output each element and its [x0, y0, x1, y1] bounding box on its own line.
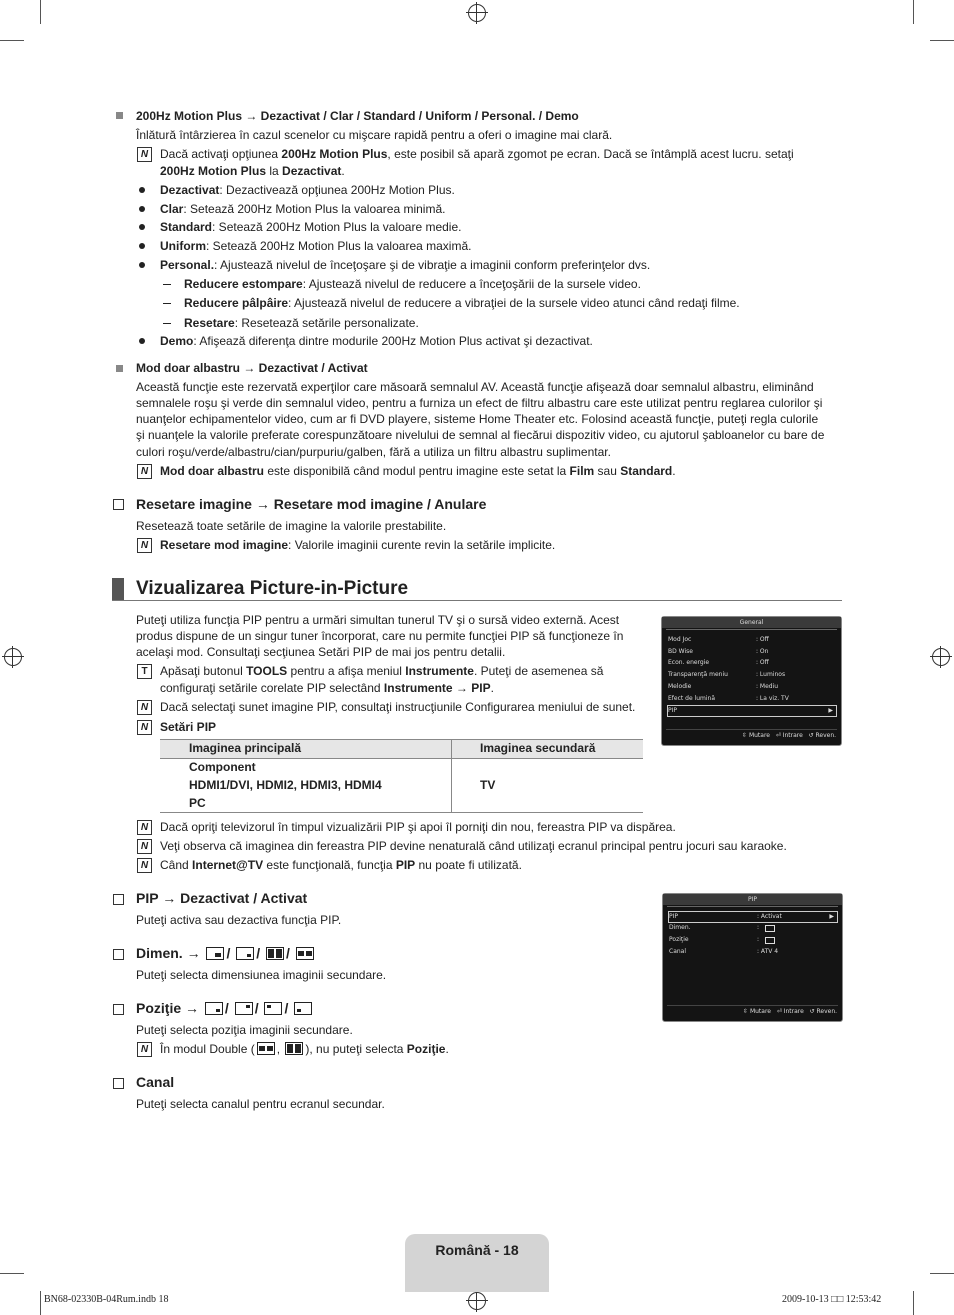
motion-item: Standard: Setează 200Hz Motion Plus la valoare medie. — [160, 220, 462, 234]
size-small-icon — [206, 947, 224, 960]
double-split-icon — [257, 1042, 275, 1055]
osd-footer: ⇳ Mutare ⏎ Intrare ↺ Reven. — [742, 732, 837, 739]
table-cell-main: PC — [189, 796, 206, 810]
dimen-desc: Puteţi selecta dimensiunea imaginii secundare. — [136, 968, 387, 982]
motion-item: Uniform: Setează 200Hz Motion Plus la valoarea maximă. — [160, 239, 472, 253]
pip-note: Dacă opriţi televizorul în timpul vizualizării PIP şi apoi îl porniţi din nou, fereastra PIP va dispărea. — [160, 820, 676, 834]
registration-mark-icon — [4, 648, 22, 666]
osd-arrow-right-icon: ▶ — [829, 913, 834, 920]
section-divider — [112, 600, 842, 601]
osd-row[interactable]: Econ. energie : Off — [668, 659, 769, 666]
double-split-alt-icon — [296, 947, 314, 960]
crop-mark — [913, 1291, 914, 1315]
table-cell-main: HDMI1/DVI, HDMI2, HDMI3, HDMI4 — [189, 778, 382, 792]
pip-intro: produs dispune de un singur tuner încorporat, care nu permite funcţiei PIP să funcţioneze în — [136, 629, 624, 643]
pip-tools-note: Apăsaţi butonul TOOLS pentru a afişa meniul Instrumente. Puteţi de asemenea să — [160, 664, 604, 678]
bluemode-note: Mod doar albastru este disponibilă când modul pentru imagine este setat la Film sau Standard. — [160, 464, 676, 478]
size-large-icon — [236, 947, 254, 960]
footer-timestamp: 2009-10-13 □□ 12:53:42 — [782, 1294, 882, 1305]
table-header-main: Imaginea principală — [189, 741, 302, 755]
dimen-heading: Dimen. → / / / — [136, 945, 316, 961]
pip-onoff-desc: Puteţi activa sau dezactiva funcţia PIP. — [136, 913, 342, 927]
osd-row[interactable]: BD Wise : On — [668, 648, 769, 655]
osd-row[interactable]: Melodie : Mediu — [668, 683, 779, 690]
pip-intro: acelaşi mod. Consultaţi secţiunea Setări PIP de mai jos pentru detalii. — [136, 645, 506, 659]
registration-mark-icon — [932, 648, 950, 666]
crop-mark — [40, 0, 41, 24]
pip-onoff-heading: PIP → Dezactivat / Activat — [136, 890, 308, 906]
checkbox-bullet-icon — [113, 499, 124, 510]
dash-icon — [163, 323, 171, 324]
reset-note: Resetare mod imagine: Valorile imaginii curente revin la setările implicite. — [160, 538, 556, 552]
osd-footer: ⇳ Mutare ⏎ Intrare ↺ Reven. — [743, 1008, 838, 1015]
pip-tools-note-cont: configuraţi setările corelate PIP selectând Instrumente → PIP. — [160, 681, 494, 695]
position-bottom-left-icon — [294, 1002, 312, 1015]
checkbox-bullet-icon — [113, 1004, 124, 1015]
pip-settings-label: Setări PIP — [160, 720, 217, 734]
position-top-left-icon — [264, 1002, 282, 1015]
pozitie-desc: Puteţi selecta poziţia imaginii secundare. — [136, 1023, 353, 1037]
motion-desc: Înlătură întârzierea în cazul scenelor cu mişcare rapidă pentru a oferi o imagine mai clară. — [136, 128, 613, 142]
note-icon: N — [137, 464, 152, 479]
return-icon: ↺ — [809, 1008, 815, 1015]
bullet-dot-icon — [139, 243, 145, 249]
motion-subitem: Resetare: Resetează setările personalizate. — [184, 316, 419, 330]
section-title: Vizualizarea Picture-in-Picture — [136, 578, 409, 599]
osd-divider — [666, 729, 837, 730]
bluemode-text: semnalele roşu şi verde din semnalul video, pentru a furniza un efect de filtru albastru care este utilizat pentru reglarea culorilor şi — [136, 396, 823, 410]
osd-divider — [666, 629, 837, 630]
note-icon: N — [137, 1042, 152, 1057]
bluemode-text: nuanţelor echipamentelor video, cum ar fi DVD playere, sisteme Home Theater etc. Folosind această funcţie, puteţi regla culorile — [136, 412, 819, 426]
osd-row[interactable]: Transparenţă meniu : Luminos — [668, 671, 786, 678]
motion-heading: 200Hz Motion Plus → Dezactivat / Clar / Standard / Uniform / Personal. / Demo — [136, 109, 579, 123]
motion-subitem: Reducere estompare: Ajustează nivelul de reducere a înceţoşării de la sursele video. — [184, 277, 641, 291]
tools-icon: T — [137, 664, 152, 679]
bullet-dot-icon — [139, 338, 145, 344]
motion-demo: Demo: Afişează diferenţa dintre modurile 200Hz Motion Plus activat şi dezactivat. — [160, 334, 593, 348]
bluemode-text: şi nuanţele la valorile preferate corespunzătoare nivelului de semnal al fiecărui dispozitiv video, cu ajutorul şabloanelor cu bare de — [136, 428, 825, 442]
reset-heading: Resetare imagine → Resetare mod imagine / Anulare — [136, 496, 487, 512]
bullet-square-icon — [116, 365, 123, 372]
position-bottom-right-icon — [205, 1002, 223, 1015]
checkbox-bullet-icon — [113, 949, 124, 960]
page-label: Română - 18 — [435, 1242, 519, 1258]
crop-mark — [0, 1273, 24, 1274]
osd-pip-menu — [662, 893, 843, 1022]
pip-intro: Puteţi utiliza funcţia PIP pentru a urmări simultan tunerul TV şi o sursă video externă. Acest — [136, 613, 620, 627]
note-icon: N — [137, 147, 152, 162]
crop-mark — [913, 0, 914, 24]
move-icon: ⇳ — [742, 732, 748, 739]
registration-mark-icon — [468, 4, 486, 22]
enter-icon: ⏎ — [775, 732, 781, 739]
double-split-icon — [266, 947, 284, 960]
osd-divider — [667, 906, 838, 907]
motion-subitem: Reducere pâlpâire: Ajustează nivelul de reducere a vibraţiei de la sursele video atunci când redaţi filme. — [184, 296, 740, 310]
note-icon: N — [137, 820, 152, 835]
pip-internet-note: Când Internet@TV este funcţională, funcţia PIP nu poate fi utilizată. — [160, 858, 522, 872]
bluemode-text: Această funcţie este rezervată experţilor care măsoară semnalul AV. Această funcţie afişează doar semnalul albastru, eliminând — [136, 380, 814, 394]
osd-row[interactable]: Poziţie : — [669, 935, 837, 945]
dash-icon — [163, 303, 171, 304]
table-column-divider — [451, 739, 452, 813]
bullet-dot-icon — [139, 187, 145, 193]
dash-icon — [163, 284, 171, 285]
pozitie-note: În modul Double ( , ), nu puteţi selecta Poziţie. — [160, 1042, 449, 1056]
osd-title: General — [662, 617, 841, 628]
motion-note: Dacă activaţi opţiunea 200Hz Motion Plus, este posibil să apară zgomot pe ecran. Dacă se întâmplă acest lucru. setaţi — [160, 147, 794, 161]
note-icon: N — [137, 720, 152, 735]
crop-mark — [0, 40, 24, 41]
section-title-bar — [112, 578, 124, 600]
pozitie-heading: Poziţie → / / / — [136, 1000, 314, 1016]
crop-mark — [930, 1273, 954, 1274]
note-icon: N — [137, 700, 152, 715]
registration-mark-icon — [468, 1292, 486, 1310]
bluemode-heading: Mod doar albastru → Dezactivat / Activat — [136, 361, 368, 375]
osd-row[interactable]: Canal : ATV 4 — [669, 948, 779, 955]
return-icon: ↺ — [808, 732, 814, 739]
osd-general-menu — [661, 616, 842, 746]
page-number-tab — [405, 1234, 549, 1292]
footer-file-info: BN68-02330B-04Rum.indb 18 — [44, 1294, 169, 1305]
crop-mark — [40, 1291, 41, 1315]
reset-desc: Resetează toate setările de imagine la valorile prestabilite. — [136, 519, 447, 533]
canal-heading: Canal — [136, 1074, 175, 1090]
checkbox-bullet-icon — [113, 1078, 124, 1089]
bluemode-text: culori roşu/verde/albastru/cian/purpuriu/galben, fără a utiliza un filtru albastru suplimentar. — [136, 445, 611, 459]
motion-item: Clar: Setează 200Hz Motion Plus la valoarea minimă. — [160, 202, 446, 216]
enter-icon: ⏎ — [776, 1008, 782, 1015]
double-split-alt-icon — [285, 1042, 303, 1055]
pip-settings-table — [160, 739, 643, 813]
table-cell-main: Component — [189, 760, 256, 774]
osd-row[interactable]: Dimen. : — [669, 923, 837, 933]
crop-mark — [930, 40, 954, 41]
table-header-sub: Imaginea secundară — [480, 741, 596, 755]
motion-item: Dezactivat: Dezactivează opţiunea 200Hz Motion Plus. — [160, 183, 455, 197]
osd-row-selected[interactable]: PIP ▶ — [667, 705, 837, 717]
table-bottom-border — [160, 812, 643, 813]
canal-desc: Puteţi selecta canalul pentru ecranul secundar. — [136, 1097, 385, 1111]
note-icon: N — [137, 858, 152, 873]
bullet-square-icon — [116, 112, 123, 119]
osd-title: PIP — [663, 894, 842, 905]
note-icon: N — [137, 538, 152, 553]
position-top-right-icon — [235, 1002, 253, 1015]
pip-sound-note: Dacă selectaţi sunet imagine PIP, consultaţi instrucţiunile Configurarea meniului de sunet. — [160, 700, 636, 714]
bullet-dot-icon — [139, 262, 145, 268]
osd-row-selected[interactable]: PIP : Activat ▶ — [668, 911, 838, 923]
bullet-dot-icon — [139, 206, 145, 212]
move-icon: ⇳ — [743, 1008, 749, 1015]
motion-item: Personal.: Ajustează nivelul de înceţoşare şi de vibraţie a imaginii conform preferinţelor dvs. — [160, 258, 651, 272]
osd-arrow-right-icon: ▶ — [828, 707, 833, 714]
position-bottom-right-icon — [765, 937, 775, 944]
osd-divider — [667, 1005, 838, 1006]
bullet-dot-icon — [139, 224, 145, 230]
checkbox-bullet-icon — [113, 894, 124, 905]
pip-note: Veţi observa că imaginea din fereastra PIP devine nenaturală când utilizaţi ecranul principal pentru jocuri sau karaoke. — [160, 839, 787, 853]
osd-row[interactable]: Efect de lumină : La viz. TV — [668, 695, 789, 702]
size-small-icon — [765, 925, 775, 932]
table-cell-sub: TV — [480, 778, 496, 792]
note-icon: N — [137, 839, 152, 854]
osd-row[interactable]: Mod Joc : Off — [668, 636, 769, 643]
motion-note-cont: 200Hz Motion Plus la Dezactivat. — [160, 164, 345, 178]
